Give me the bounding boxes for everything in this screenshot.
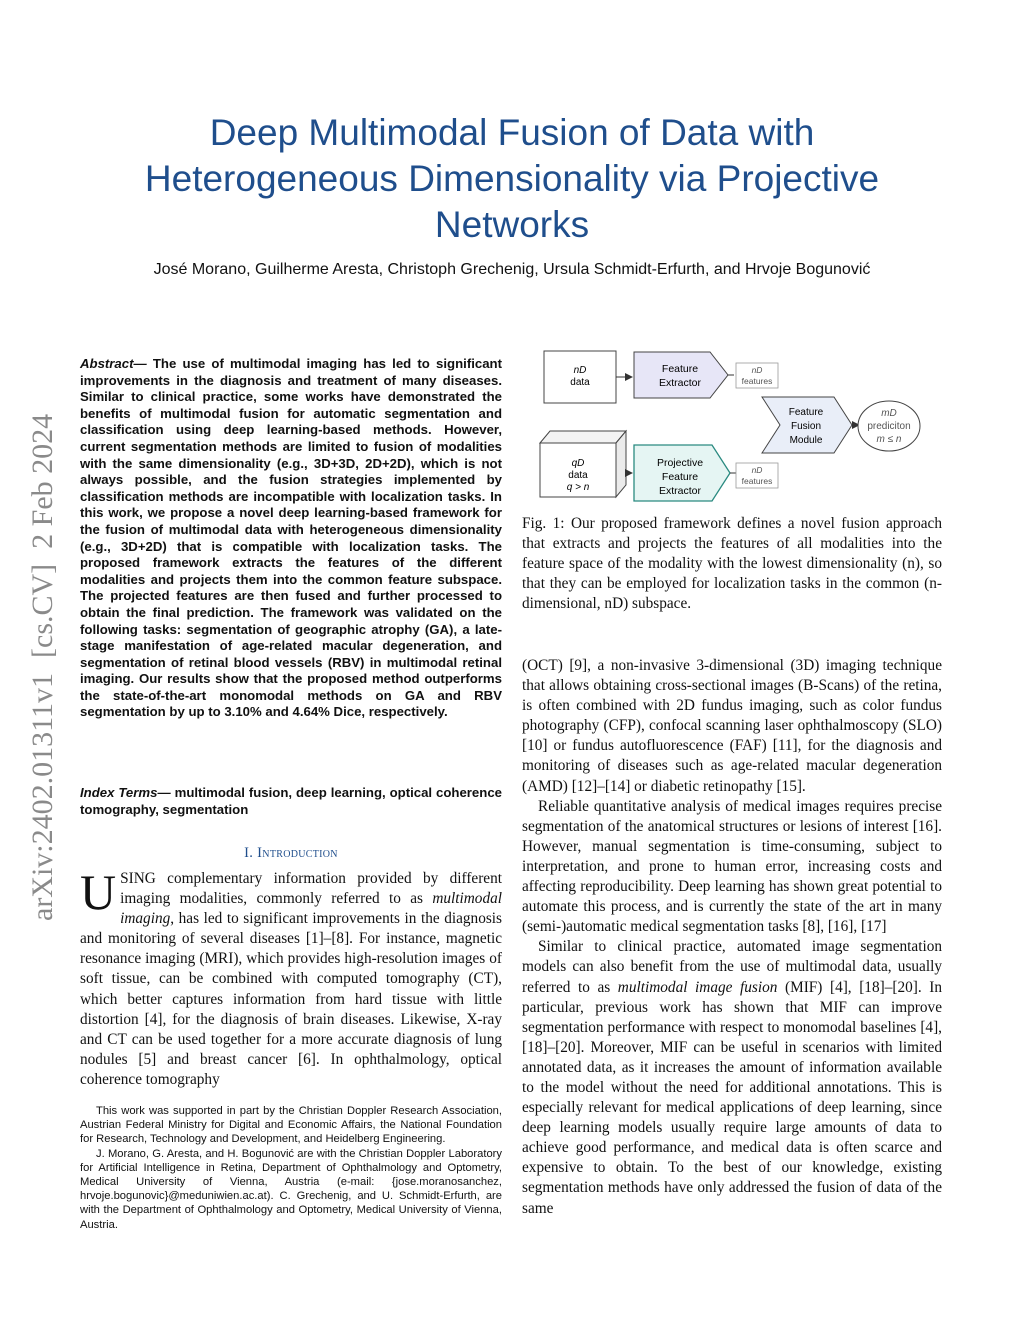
section-heading: [80, 845, 502, 862]
intro-text-start: SING complementary information provided by different imaging modalities, commonly referred to as: [120, 870, 502, 908]
abstract-text: The use of multimodal imaging has led to significant improvements in the diagnosis and treatment of many diseases. Similar to clinical practice, some works have demonstrated the benefits of multimodal fusion for automatic segmentation and classification using deep learning-based methods. However, current segmentation methods are limited to fusion of modalities with the same dimensionality (e.g., 3D+3D, 2D+2D), which is not always possible, and the fusion strategies implemented by classification methods are incompatible with localization tasks. In this work, we propose a novel deep learning-based framework for the fusion of multimodal data with heterogeneous dimensionality (e.g., 3D+2D) that is compatible with localization tasks. The proposed framework extracts the features of the different modalities and projects them into the common feature subspace. The projected features are then fused and further processed to obtain the final prediction. The framework was validated on the following tasks: segmentation of geographic atrophy (GA), a late-stage manifestation of age-related macular degeneration, and segmentation of retinal blood vessels (RBV) in multimodal retinal imaging. Our results show that the proposed method outperforms the state-of-the-art monomodal methods on GA and RBV segmentation by up to 3.10% and 4.64% Dice, respectively.: [80, 356, 502, 720]
projective-label-1: Projective: [656, 457, 704, 469]
arxiv-stamp-text: arXiv:2402.01311v1 [cs.CV] 2 Feb 2024: [26, 413, 59, 921]
footnotes: [80, 1104, 502, 1232]
qd-data-label-1: qD: [571, 458, 585, 469]
abstract: [80, 356, 502, 721]
mif-text-rest: (MIF) [4], [18]–[20]. In particular, previous work has shown that MIF can improve segmentation performance with respect to monomodal baselines [4], [18]–[20]. Moreover, MIF can be useful in scenarios with limited annotated data, as it increases the amount of information available to the model without the need for additional annotations. This is especially relevant for medical applications of deep learning, since deep learning models usually require large amounts of data to achieve good performance, and medical data is often scarce and expensive to obtain. To the best of our knowledge, existing segmentation methods have only addressed the fusion of data of the same: [522, 978, 942, 1217]
feature-extractor-block: [634, 352, 728, 398]
title-line-1: Deep Multimodal Fusion of Data with: [209, 112, 815, 153]
figure-1: [522, 345, 942, 505]
index-terms-text: multimodal fusion, deep learning, optical coherence tomography, segmentation: [80, 785, 502, 817]
index-terms: [80, 785, 502, 818]
caption-label: Fig. 1:: [522, 515, 565, 532]
fusion-label-3: Module: [789, 435, 823, 446]
fusion-label-1: Feature: [788, 407, 824, 418]
index-terms-lead: Index Terms—: [80, 785, 171, 800]
intro-text-rest: , has led to significant improvements in the diagnosis and monitoring of several diseases [1]–[8]. For instance, magnetic resonance imaging (MRI), which provides high-resolution images of soft tissue, can be combined with computed tomography (CT), which better captures information from hard tissue with little distortion [4], for the diagnosis of brain diseases. Likewise, X-ray and CT can be used together for a more accurate diagnosis of lung nodules [5] and breast cancer [6]. In ophthalmology, optical coherence tomography: [80, 910, 502, 1088]
nd-features-top-label-2: features: [741, 376, 773, 386]
hidden-guides: [762, 375, 778, 475]
prediction-label-3: m ≤ n: [876, 434, 902, 445]
paragraph-mif: [522, 937, 942, 1218]
nd-features-bottom-label-1: nD: [751, 465, 763, 475]
qd-data-label-3: q > n: [566, 482, 590, 493]
paragraph-oct: (OCT) [9], a non-invasive 3-dimensional (3D) imaging technique that allows obtaining cross-sectional images (B-Scans) of the retina, is often combined with 2D fundus imaging, such as color fundus photography (CFP), confocal scanning laser ophthalmoscopy (SLO) [10] or fundus autofluorescence (FAF) [11], for the diagnosis and monitoring of diseases such as age-related macular degeneration (AMD) [12]–[14] or diabetic retinopathy [15].: [522, 657, 942, 795]
intro-paragraph: [80, 864, 502, 1090]
mif-text-start: Similar to clinical practice, automated image segmentation models can also benefit from the use of multimodal data, usually referred to as: [522, 938, 942, 996]
author-list: José Morano, Guilherme Aresta, Christoph Grechenig, Ursula Schmidt-Erfurth, and Hrvoje Bogunović: [153, 261, 871, 278]
fusion-label-2: Fusion: [790, 421, 822, 432]
title-line-2: Heterogeneous Dimensionality via Projective: [144, 158, 880, 199]
figure-caption: [522, 514, 942, 614]
caption-text: Our proposed framework defines a novel fusion approach that extracts and projects the features of all modalities into the feature space of the modality with the lowest dimensionality (n), so that they can be employed for localization tasks in the common (n-dimensional, nD) subspace.: [522, 515, 942, 613]
feature-fusion-module: [762, 397, 852, 453]
nd-features-top: [736, 363, 778, 388]
section-title: Introduction: [257, 845, 338, 861]
prediction-label-2: prediciton: [867, 421, 911, 432]
nd-features-top-label-1: nD: [751, 365, 763, 375]
nd-features-bottom: [736, 463, 778, 488]
qd-data-label-2: data: [568, 470, 588, 481]
footnote-funding: This work was supported in part by the Christian Doppler Research Association, Austrian Federal Ministry for Digital and Economic Affairs, the National Foundation for Research, Technology and Development, and Heidelberg Engineering.: [80, 1105, 502, 1146]
paper-title: [60, 110, 964, 248]
title-line-3: Networks: [434, 204, 590, 245]
prediction-node: [858, 401, 920, 451]
projective-label-2: Feature: [661, 471, 699, 483]
nd-data-label-1: nD: [573, 365, 587, 376]
nd-data-box: [544, 351, 616, 403]
drop-cap: U: [80, 864, 117, 920]
intro-emphasis: multimodal imaging: [120, 890, 502, 928]
feature-extractor-label-1: Feature: [661, 363, 699, 375]
projective-label-3: Extractor: [658, 485, 702, 497]
right-column-text: [522, 656, 942, 1219]
feature-extractor-label-2: Extractor: [658, 377, 702, 389]
prediction-label-1: mD: [881, 408, 897, 419]
section-number: I.: [244, 845, 254, 861]
abstract-lead: Abstract—: [80, 356, 147, 371]
arxiv-stamp: [14, 365, 64, 925]
footnote-affiliations: J. Morano, G. Aresta, and H. Bogunović are with the Christian Doppler Laboratory for Artificial Intelligence in Retina, Department of Ophthalmology and Optometry, Medical University of Vienna, Austria (e-mail: {jose.moranosanchez, hrvoje.bogunovic}@meduniwien.ac.at). C. Grechenig, and U. Schmidt-Erfurth, are with the Department of Ophthalmology and Optometry, Medical University of Vienna, Austria.: [80, 1147, 502, 1231]
qd-data-cube: [540, 431, 626, 497]
nd-features-bottom-label-2: features: [741, 476, 773, 486]
projective-extractor-block: [634, 445, 730, 501]
paragraph-segmentation: Reliable quantitative analysis of medical images requires precise segmentation of the anatomical structures or lesions of interest [16]. However, manual segmentation is time-consuming, subject to interpretation, and prone to human error, increasing costs and affecting reproducibility. Deep learning has shown great potential to automate this process, and is currently the state of the art in many (semi-)automatic medical segmentation tasks [8], [16], [17]: [522, 797, 942, 936]
nd-data-label-2: data: [570, 377, 590, 388]
mif-emphasis: multimodal image fusion: [617, 978, 778, 996]
